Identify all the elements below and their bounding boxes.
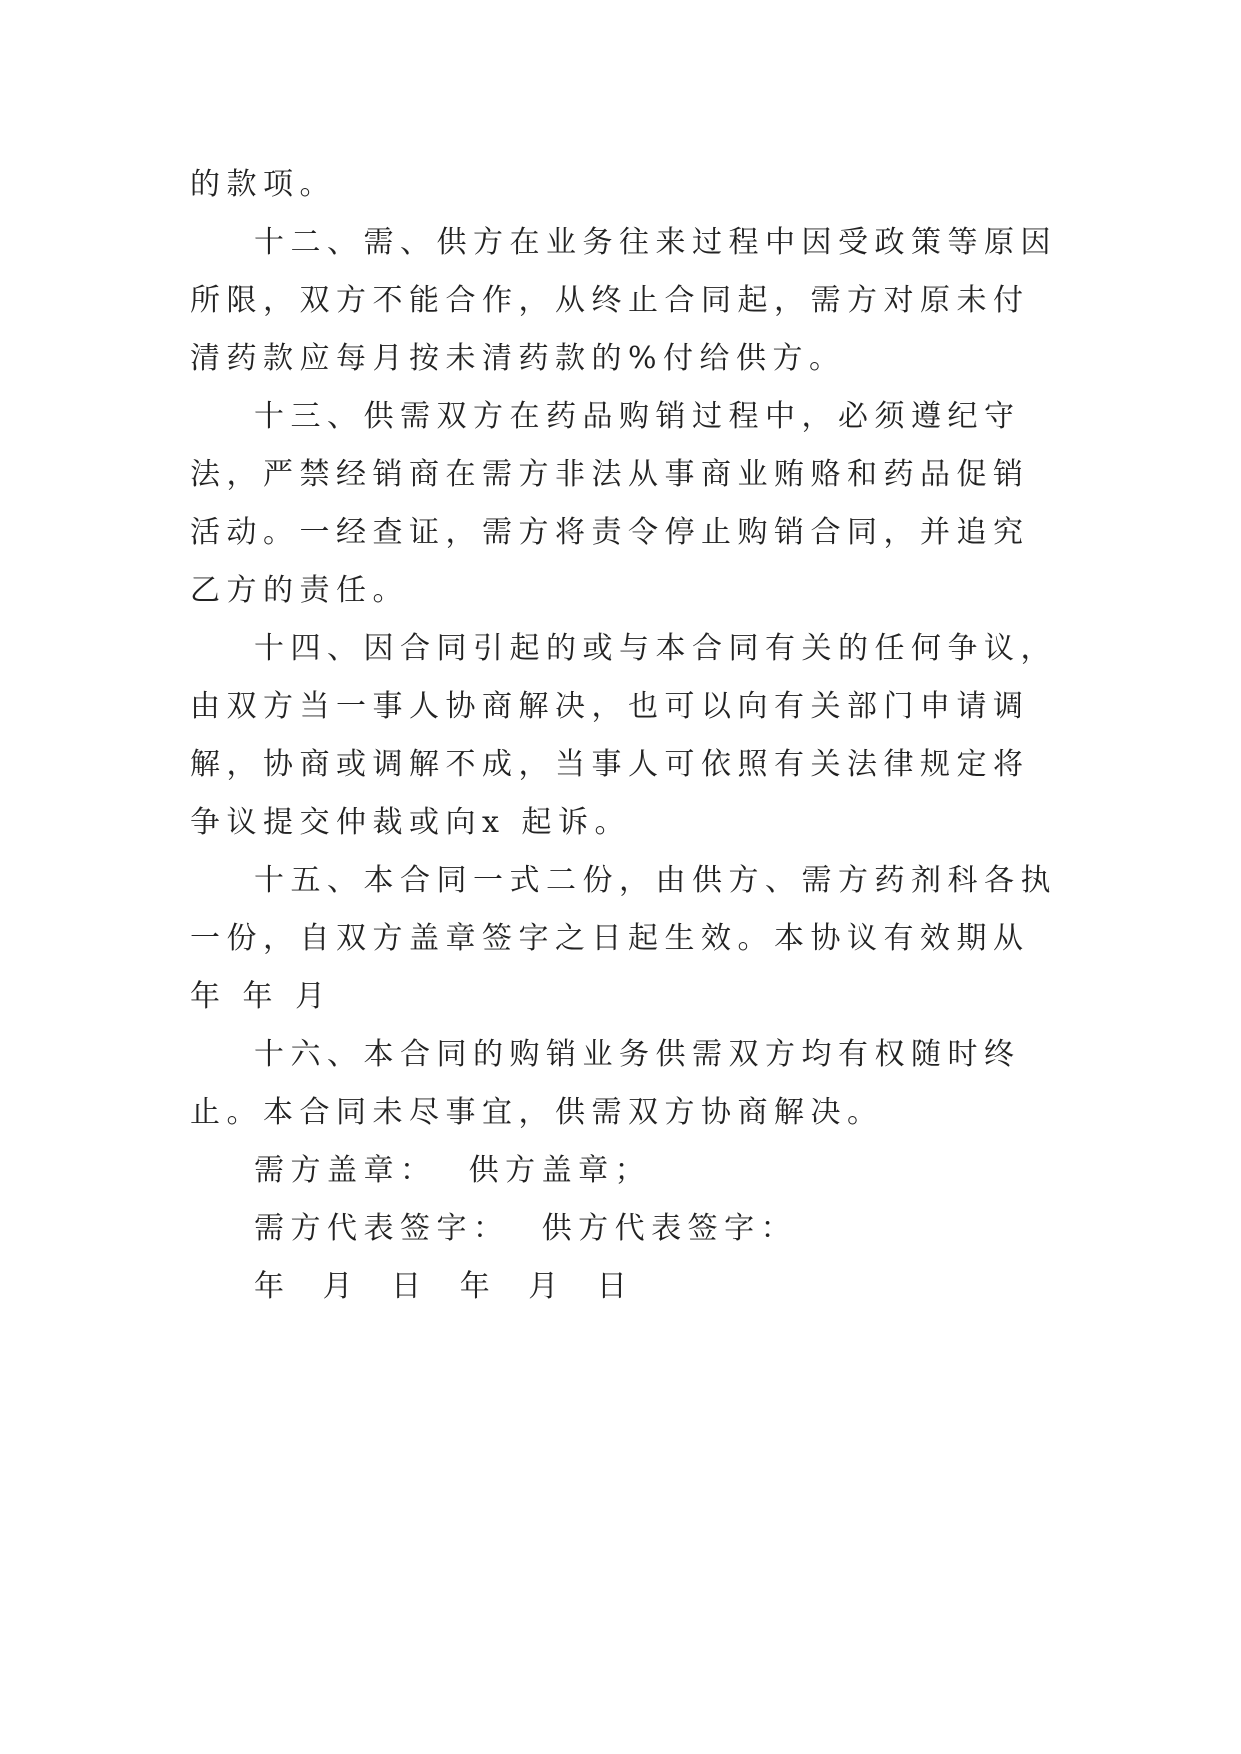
contract-body <box>190 156 1060 1316</box>
paragraph-continuation: 的款项。 <box>190 167 336 202</box>
clause-15: 十五、本合同一式二份，由供方、需方药剂科各执一份，自双方盖章签字之日起生效。本协议有效期从年 年 月 <box>190 863 1057 1014</box>
date-line: 年 月 日 年 月 日 <box>254 1269 634 1304</box>
seal-line: 需方盖章： 供方盖章； <box>254 1153 652 1188</box>
representative-signature-line: 需方代表签字： 供方代表签字： <box>254 1211 798 1246</box>
clause-13: 十三、供需双方在药品购销过程中，必须遵纪守法，严禁经销商在需方非法从事商业贿赂和药品促销活动。一经查证，需方将责令停止购销合同，并追究乙方的责任。 <box>190 399 1030 608</box>
clause-12: 十二、需、供方在业务往来过程中因受政策等原因所限，双方不能合作，从终止合同起，需方对原未付清药款应每月按未清药款的%付给供方。 <box>190 225 1057 376</box>
clause-16: 十六、本合同的购销业务供需双方均有权随时终止。本合同未尽事宜，供需双方协商解决。 <box>190 1037 1021 1130</box>
clause-14: 十四、因合同引起的或与本合同有关的任何争议，由双方当一事人协商解决，也可以向有关部门申请调解，协商或调解不成，当事人可依照有关法律规定将争议提交仲裁或向x 起诉。 <box>190 631 1057 840</box>
